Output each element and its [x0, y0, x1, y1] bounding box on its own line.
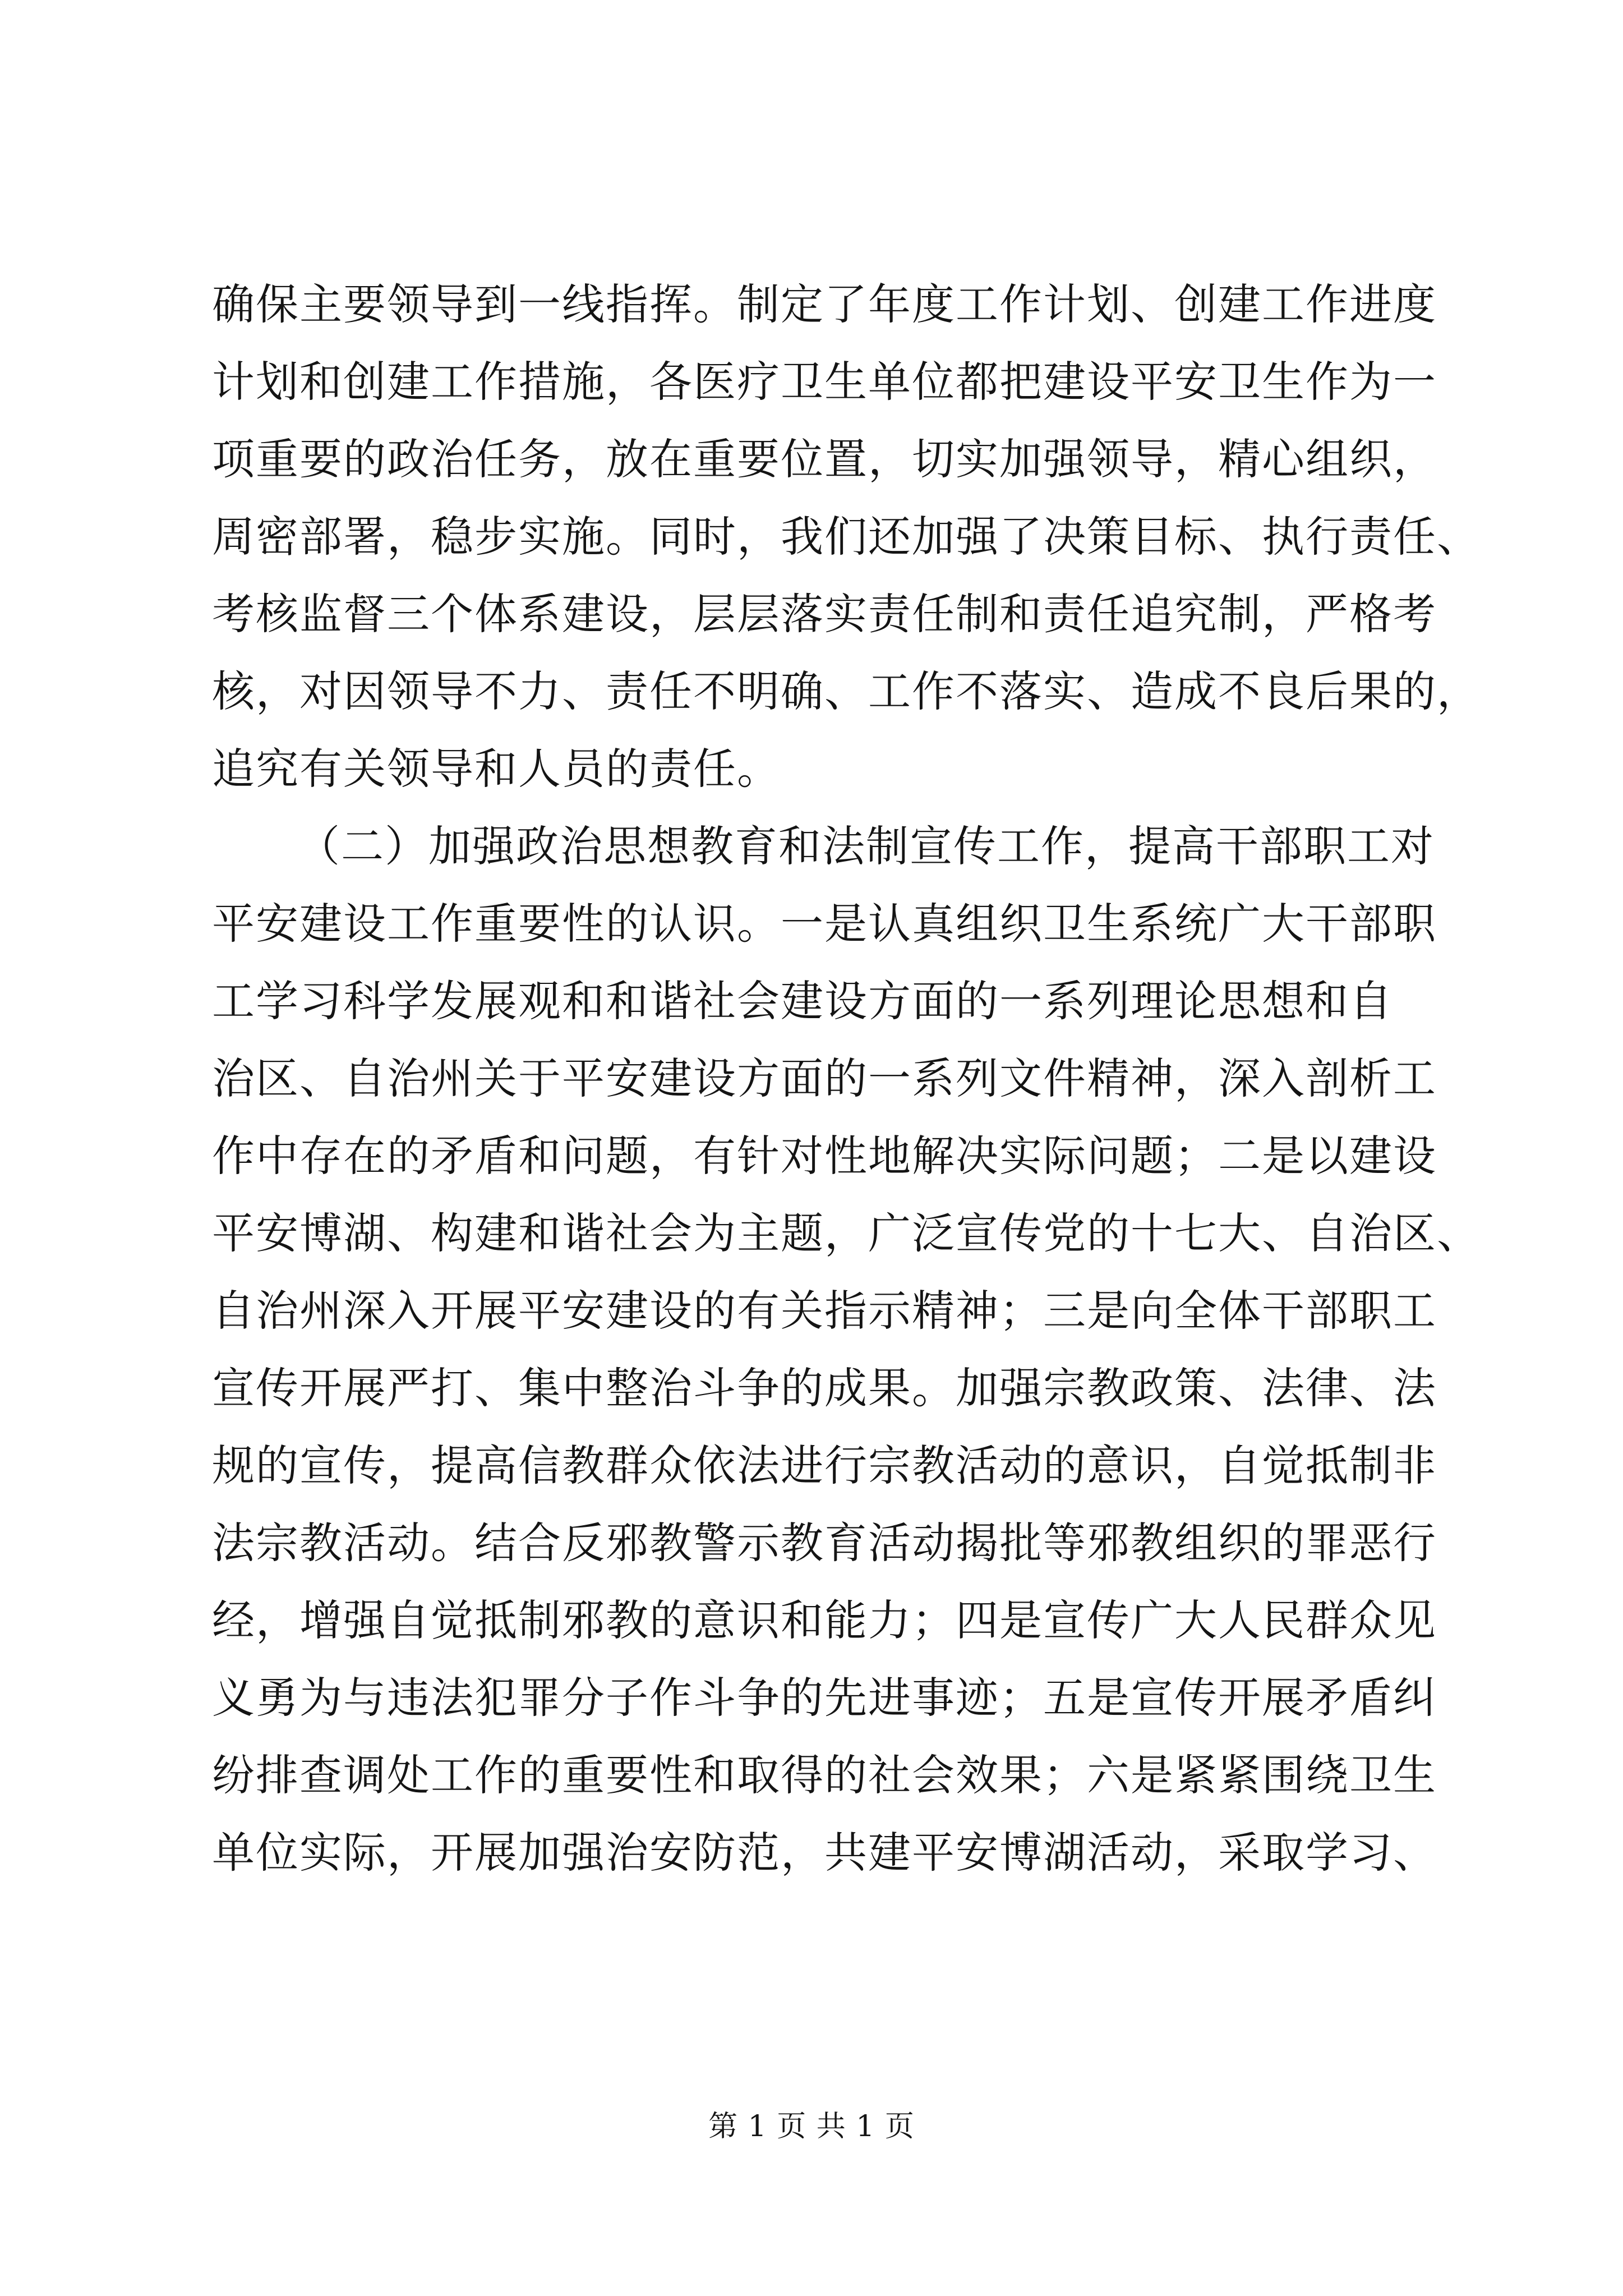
page-number-footer: 第 1 页 共 1 页	[708, 2110, 915, 2143]
paragraph-line: 平安建设工作重要性的认识。一是认真组织卫生系统广大干部职	[212, 899, 1437, 949]
paragraph-line: 平安博湖、构建和谐社会为主题，广泛宣传党的十七大、自治区、	[212, 1208, 1481, 1258]
paragraph-line: 追究有关领导和人员的责任。	[212, 744, 781, 794]
paragraph-line: 考核监督三个体系建设，层层落实责任制和责任追究制，严格考	[212, 589, 1437, 639]
paragraph-line: 作中存在的矛盾和问题，有针对性地解决实际问题；二是以建设	[212, 1131, 1437, 1181]
section-heading-line: （二）加强政治思想教育和法制宣传工作，提高干部职工对	[297, 821, 1435, 871]
paragraph-line: 规的宣传，提高信教群众依法进行宗教活动的意识，自觉抵制非	[212, 1441, 1437, 1490]
paragraph-line: 核，对因领导不力、责任不明确、工作不落实、造成不良后果的，	[212, 666, 1481, 716]
paragraph-line: 周密部署，稳步实施。同时，我们还加强了决策目标、执行责任、	[212, 512, 1481, 562]
paragraph-line: 单位实际，开展加强治安防范，共建平安博湖活动，采取学习、	[212, 1828, 1437, 1878]
paragraph-line: 纷排查调处工作的重要性和取得的社会效果；六是紧紧围绕卫生	[212, 1750, 1437, 1800]
paragraph-line: 治区、自治州关于平安建设方面的一系列文件精神，深入剖析工	[212, 1053, 1437, 1103]
paragraph-line: 工学习科学发展观和和谐社会建设方面的一系列理论思想和自	[212, 976, 1393, 1026]
paragraph-line: 确保主要领导到一线指挥。制定了年度工作计划、创建工作进度	[212, 279, 1437, 329]
paragraph-line: 法宗教活动。结合反邪教警示教育活动揭批等邪教组织的罪恶行	[212, 1518, 1437, 1568]
paragraph-line: 义勇为与违法犯罪分子作斗争的先进事迹；五是宣传开展矛盾纠	[212, 1673, 1437, 1723]
document-body	[212, 266, 1481, 1892]
paragraph-line: 宣传开展严打、集中整治斗争的成果。加强宗教政策、法律、法	[212, 1363, 1437, 1413]
paragraph-line: 项重要的政治任务，放在重要位置，切实加强领导，精心组织，	[212, 434, 1437, 484]
paragraph-line: 自治州深入开展平安建设的有关指示精神；三是向全体干部职工	[212, 1286, 1437, 1336]
paragraph-line: 经，增强自觉抵制邪教的意识和能力；四是宣传广大人民群众见	[212, 1595, 1437, 1645]
paragraph-line: 计划和创建工作措施，各医疗卫生单位都把建设平安卫生作为一	[212, 357, 1437, 407]
